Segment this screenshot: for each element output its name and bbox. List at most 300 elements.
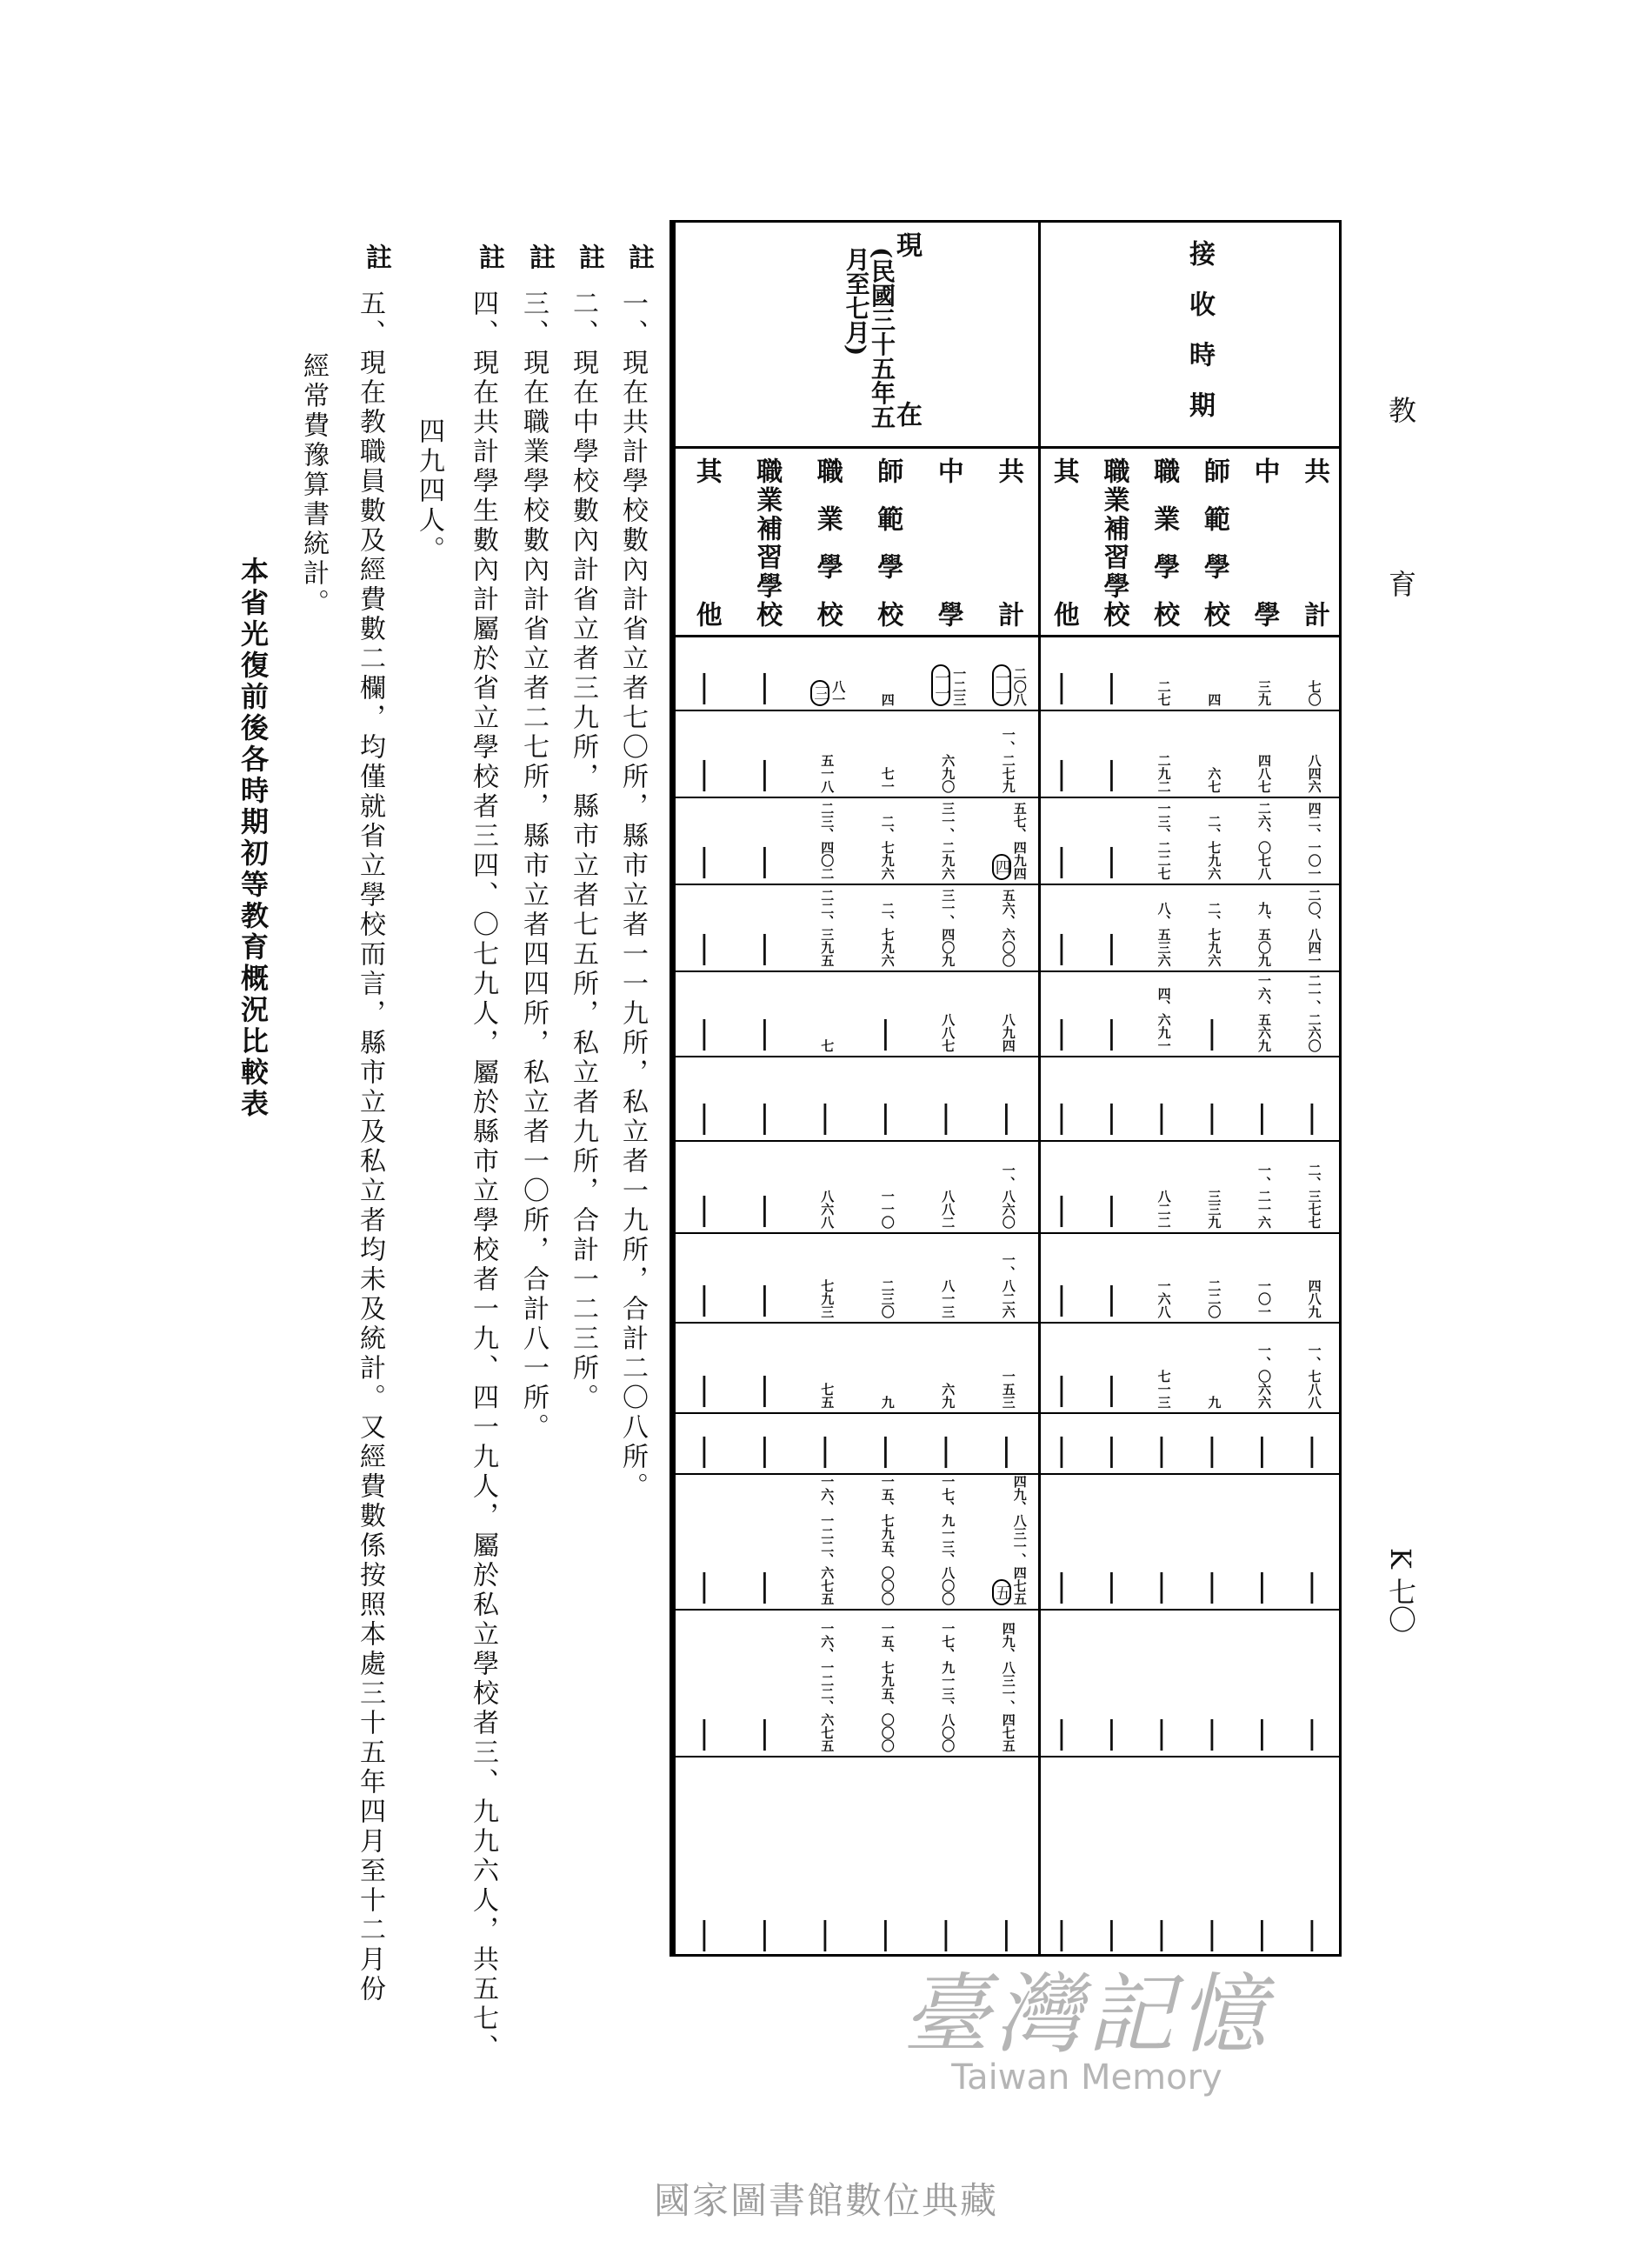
cell-value: 二、七九六 [879, 902, 896, 967]
table-half-current [676, 223, 1041, 1954]
cell-value: 一六、五六九 [1256, 974, 1272, 1052]
cell-vocational-supplementary [736, 1757, 797, 1957]
table-row [1038, 1611, 1339, 1757]
cell-value: 二三、四〇二 [819, 802, 836, 880]
table-row [1038, 1057, 1339, 1142]
section-header-char-2: 育 [1384, 570, 1417, 597]
cell-middle [917, 1414, 978, 1473]
cell-normal [857, 798, 918, 884]
cell-value: 一五、七九五、〇〇〇 [879, 1622, 896, 1752]
cell-middle [1239, 1324, 1289, 1412]
cell-normal [857, 711, 918, 797]
column-headers-current [676, 449, 1038, 637]
comparison-table [669, 220, 1342, 1957]
note-mark: 註 [524, 243, 555, 270]
cell-vocational-supplementary [736, 1234, 797, 1322]
empty-value-dash: — [1093, 1435, 1134, 1470]
cell-value: 一、二一六 [1256, 1164, 1272, 1229]
cell-value: 二〇、八四一 [1306, 889, 1322, 967]
watermark-en: Taiwan Memory [951, 2058, 1222, 2098]
cell-value: 二三〇 [879, 1279, 896, 1318]
group-label-current-period: (民國三十五年五月至七月) [842, 247, 896, 430]
cell-note-ref: 五 [992, 1579, 1011, 1605]
cell-value: 一六、一二二、六七五 [819, 1475, 836, 1605]
column-header-vocational-supplementary [1089, 449, 1139, 635]
table-row [676, 1324, 1038, 1414]
cell-total [1289, 1324, 1339, 1412]
cell-total [1289, 1142, 1339, 1232]
empty-value-dash: — [1243, 1717, 1284, 1752]
cell-vocational-supplementary [1089, 798, 1139, 884]
cell-other [676, 1757, 736, 1957]
empty-value-dash: — [1093, 758, 1134, 793]
cell-middle [917, 637, 978, 710]
cell-other [1038, 798, 1089, 884]
cell-vocational-supplementary [736, 637, 797, 710]
cell-other [676, 972, 736, 1056]
cell-other [676, 711, 736, 797]
cell-value: 三九 [1256, 680, 1272, 706]
cell-value: 一、七八八 [1306, 1344, 1322, 1409]
note-5-line: 五、現在教職員數及經費數二欄，均僅就省立學校而言，縣市立及私立者均未及統計。又經費數係按照本處三十五年四月至十二月份 [355, 290, 385, 2004]
empty-value-dash: — [1093, 1194, 1134, 1229]
empty-value-dash: — [927, 1102, 968, 1137]
cell-middle [1239, 711, 1289, 797]
cell-normal [1189, 1611, 1239, 1756]
table-row [1038, 798, 1339, 885]
cell-vocational-supplementary [736, 1611, 797, 1756]
cell-vocational [796, 1234, 857, 1322]
cell-vocational-supplementary [1089, 1475, 1139, 1609]
cell-vocational [1138, 1057, 1189, 1140]
empty-value-dash: — [1093, 1374, 1134, 1409]
empty-value-dash: — [1042, 1571, 1083, 1605]
cell-vocational-supplementary [736, 1142, 797, 1232]
cell-vocational-supplementary [1089, 711, 1139, 797]
empty-value-dash: — [1093, 1017, 1134, 1052]
column-header-normal [857, 449, 918, 635]
empty-value-dash: — [685, 671, 726, 706]
empty-value-dash: — [1093, 671, 1134, 706]
column-header-label: 中學 [1249, 457, 1280, 627]
cell-other [1038, 1057, 1089, 1140]
cell-value: 二一、二六〇 [1306, 974, 1322, 1052]
cell-value: 八九四 [1000, 1013, 1016, 1052]
cell-other [1038, 1757, 1089, 1957]
table-row [1038, 637, 1339, 711]
empty-value-dash: — [1143, 1571, 1184, 1605]
note-4-line: 四九四人。 [414, 417, 444, 565]
empty-value-dash: — [1093, 1102, 1134, 1137]
empty-value-dash: — [1093, 1717, 1134, 1752]
cell-middle [1239, 1234, 1289, 1322]
column-header-normal [1189, 449, 1239, 635]
cell-vocational [1138, 711, 1189, 797]
cell-value: 四 [879, 693, 896, 706]
cell-normal [1189, 1324, 1239, 1412]
empty-value-dash: — [685, 932, 726, 967]
empty-value-dash: — [685, 1374, 726, 1409]
cell-total [1289, 798, 1339, 884]
cell-vocational [796, 885, 857, 970]
cell-note-ref: 三 [810, 680, 829, 706]
cell-note-ref: 一一 [992, 664, 1011, 706]
cell-normal [857, 1234, 918, 1322]
empty-value-dash: — [1093, 1571, 1134, 1605]
empty-value-dash: — [1143, 1435, 1184, 1470]
group-label-received: 接收時期 [1184, 240, 1215, 442]
cell-value: 七五 [819, 1383, 836, 1409]
cell-vocational-supplementary [1089, 637, 1139, 710]
cell-other [1038, 1324, 1089, 1412]
empty-value-dash: — [746, 1571, 787, 1605]
cell-note-ref: 四 [992, 854, 1011, 880]
empty-value-dash: — [806, 1918, 847, 1953]
cell-middle [1239, 1757, 1289, 1957]
empty-value-dash: — [867, 1017, 908, 1052]
empty-value-dash: — [685, 1194, 726, 1229]
column-header-total [1289, 449, 1339, 635]
section-header-char-1: 教 [1384, 396, 1417, 424]
cell-vocational-supplementary [736, 1414, 797, 1473]
cell-vocational-supplementary [1089, 1234, 1139, 1322]
empty-value-dash: — [685, 1284, 726, 1318]
cell-normal [857, 637, 918, 710]
cell-value: 二、三七七 [1306, 1164, 1322, 1229]
column-header-label: 其他 [690, 457, 722, 627]
column-header-label: 其他 [1048, 457, 1079, 627]
cell-vocational-supplementary [736, 1475, 797, 1609]
cell-middle [917, 1234, 978, 1322]
cell-vocational [796, 972, 857, 1056]
cell-vocational [1138, 1757, 1189, 1957]
group-label-current-top: 現 [891, 231, 922, 257]
cell-normal [1189, 1234, 1239, 1322]
cell-value: 二六、〇七八 [1256, 802, 1272, 880]
cell-total [1289, 1234, 1339, 1322]
cell-total [978, 637, 1039, 710]
cell-vocational [796, 1324, 857, 1412]
column-header-label: 共計 [1299, 457, 1330, 627]
empty-value-dash: — [1042, 1102, 1083, 1137]
cell-other [1038, 885, 1089, 970]
cell-value: 三三九 [1206, 1190, 1222, 1229]
cell-vocational [796, 798, 857, 884]
cell-total [1289, 711, 1339, 797]
cell-value: 八一 [830, 680, 847, 706]
cell-other [676, 637, 736, 710]
table-row [676, 1757, 1038, 1957]
cell-value: 一三、二二七 [1156, 802, 1172, 880]
cell-value: 一六、一二二、六七五 [819, 1622, 836, 1752]
column-header-other [1038, 449, 1089, 635]
cell-middle [917, 972, 978, 1056]
cell-normal [1189, 637, 1239, 710]
cell-total [978, 711, 1039, 797]
column-header-vocational [796, 449, 857, 635]
cell-value: 二二〇 [1206, 1279, 1222, 1318]
cell-total [1289, 1611, 1339, 1756]
table-row [676, 972, 1038, 1057]
cell-vocational-supplementary [1089, 1324, 1139, 1412]
cell-total [1289, 1475, 1339, 1609]
cell-vocational-supplementary [736, 1324, 797, 1412]
empty-value-dash: — [927, 1918, 968, 1953]
empty-value-dash: — [685, 1102, 726, 1137]
empty-value-dash: — [1042, 1374, 1083, 1409]
cell-vocational [796, 637, 857, 710]
cell-middle [1239, 972, 1289, 1056]
empty-value-dash: — [806, 1102, 847, 1137]
column-header-label: 中學 [932, 457, 963, 627]
cell-value: 一一〇 [879, 1190, 896, 1229]
cell-other [1038, 1142, 1089, 1232]
empty-value-dash: — [988, 1102, 1029, 1137]
column-header-vocational-supplementary [736, 449, 797, 635]
cell-middle [1239, 885, 1289, 970]
cell-vocational [1138, 1475, 1189, 1609]
empty-value-dash: — [1093, 845, 1134, 880]
table-row [676, 798, 1038, 885]
cell-value: 六九 [940, 1383, 956, 1409]
cell-vocational [1138, 1414, 1189, 1473]
cell-value: 四、六九一 [1156, 987, 1172, 1052]
note-4-line: 四、現在共計學生數內計屬於省立學校者三四、〇七九人，屬於縣市立學校者一九、四一九人，屬於私立學校者三、九九六人，共五七、 [468, 290, 498, 2064]
table-row [676, 711, 1038, 798]
cell-total [1289, 637, 1339, 710]
watermark-cn: 臺灣記憶 [903, 1964, 1271, 2065]
table-row [676, 637, 1038, 711]
column-header-label: 師範學校 [1198, 457, 1229, 627]
cell-total [978, 885, 1039, 970]
empty-value-dash: — [1193, 1571, 1234, 1605]
cell-normal [1189, 1475, 1239, 1609]
empty-value-dash: — [1042, 845, 1083, 880]
cell-value: 一〇一 [1256, 1279, 1272, 1318]
empty-value-dash: — [1042, 932, 1083, 967]
empty-value-dash: — [1243, 1435, 1284, 1470]
cell-middle [1239, 1142, 1289, 1232]
cell-value: 八八二 [940, 1190, 956, 1229]
empty-value-dash: — [685, 1918, 726, 1953]
cell-middle [917, 798, 978, 884]
cell-other [1038, 637, 1089, 710]
cell-total [1289, 1414, 1339, 1473]
cell-normal [857, 1611, 918, 1756]
cell-vocational-supplementary [1089, 1414, 1139, 1473]
cell-vocational [1138, 972, 1189, 1056]
empty-value-dash: — [1042, 1717, 1083, 1752]
cell-normal [857, 1757, 918, 1957]
cell-other [676, 1057, 736, 1140]
cell-other [676, 885, 736, 970]
cell-other [676, 1234, 736, 1322]
empty-value-dash: — [685, 1571, 726, 1605]
cell-vocational [1138, 885, 1189, 970]
cell-total [1289, 1057, 1339, 1140]
cell-other [1038, 972, 1089, 1056]
cell-value: 三一、二九六 [940, 802, 956, 880]
cell-other [1038, 1611, 1089, 1756]
cell-value: 四 [1206, 693, 1222, 706]
cell-normal [1189, 885, 1239, 970]
table-row [1038, 885, 1339, 972]
empty-value-dash: — [1042, 1284, 1083, 1318]
cell-middle [1239, 1475, 1289, 1609]
cell-value: 一七、九一三、八〇〇 [940, 1475, 956, 1605]
cell-value: 二、七九六 [1206, 902, 1222, 967]
cell-vocational [796, 1057, 857, 1140]
cell-vocational-supplementary [1089, 1611, 1139, 1756]
cell-value: 四九、八三一、四七五 [1000, 1622, 1016, 1752]
cell-normal [857, 1142, 918, 1232]
empty-value-dash: — [1042, 1194, 1083, 1229]
empty-value-dash: — [746, 1284, 787, 1318]
column-header-label: 師範學校 [872, 457, 903, 627]
group-label-current-bottom: 在 [891, 401, 922, 427]
table-row [1038, 1142, 1339, 1234]
cell-normal [857, 1414, 918, 1473]
cell-value: 一、二七九 [1000, 728, 1016, 793]
table-row [676, 885, 1038, 972]
empty-value-dash: — [927, 1435, 968, 1470]
cell-value: 二、七九六 [879, 815, 896, 880]
cell-normal [1189, 798, 1239, 884]
note-mark: 註 [623, 243, 654, 270]
table-row [1038, 972, 1339, 1057]
cell-value: 二〇八 [1011, 667, 1028, 706]
cell-vocational-supplementary [736, 711, 797, 797]
empty-value-dash: — [685, 845, 726, 880]
cell-other [676, 1324, 736, 1412]
empty-value-dash: — [1193, 1102, 1234, 1137]
watermark-logo [861, 1964, 1313, 2115]
empty-value-dash: — [1093, 932, 1134, 967]
cell-total [978, 1414, 1039, 1473]
table-row [676, 1611, 1038, 1757]
empty-value-dash: — [1243, 1918, 1284, 1953]
empty-value-dash: — [806, 1435, 847, 1470]
cell-middle [917, 1142, 978, 1232]
note-5-line: 經常費豫算書統計。 [298, 352, 329, 618]
cell-vocational [796, 1142, 857, 1232]
note-mark: 註 [361, 243, 391, 270]
cell-value: 一五三 [1000, 1370, 1016, 1409]
cell-other [1038, 711, 1089, 797]
empty-value-dash: — [867, 1435, 908, 1470]
table-row [1038, 1757, 1339, 1957]
column-header-label: 職業補習學校 [1098, 457, 1129, 627]
cell-middle [917, 1324, 978, 1412]
cell-middle [1239, 1414, 1289, 1473]
empty-value-dash: — [1294, 1717, 1335, 1752]
cell-value: 九 [1206, 1396, 1222, 1409]
empty-value-dash: — [867, 1918, 908, 1953]
cell-value: 四八九 [1306, 1279, 1322, 1318]
empty-value-dash: — [685, 1717, 726, 1752]
table-row [676, 1057, 1038, 1142]
empty-value-dash: — [867, 1102, 908, 1137]
empty-value-dash: — [1042, 1017, 1083, 1052]
cell-value: 七一 [879, 767, 896, 793]
empty-value-dash: — [746, 845, 787, 880]
column-header-label: 職業學校 [811, 457, 843, 627]
cell-normal [1189, 1757, 1239, 1957]
cell-normal [1189, 711, 1239, 797]
empty-value-dash: — [746, 758, 787, 793]
cell-value: 七一三 [1156, 1370, 1172, 1409]
cell-total [1289, 972, 1339, 1056]
cell-value: 五七、四九四 [1011, 802, 1028, 880]
cell-other [676, 1611, 736, 1756]
table-row [1038, 1234, 1339, 1324]
cell-total [978, 798, 1039, 884]
cell-value: 二九二 [1156, 754, 1172, 793]
cell-total [978, 1757, 1039, 1957]
cell-middle [1239, 637, 1289, 710]
cell-middle [1239, 1057, 1289, 1140]
cell-value: 六七 [1206, 767, 1222, 793]
column-header-vocational [1138, 449, 1189, 635]
empty-value-dash: — [1042, 671, 1083, 706]
cell-value: 八八七 [940, 1013, 956, 1052]
cell-value: 一、八二六 [1000, 1253, 1016, 1318]
cell-normal [1189, 1057, 1239, 1140]
empty-value-dash: — [988, 1435, 1029, 1470]
cell-value: 二二、三九五 [819, 889, 836, 967]
empty-value-dash: — [685, 758, 726, 793]
cell-total [978, 1475, 1039, 1609]
empty-value-dash: — [1042, 758, 1083, 793]
cell-total [1289, 885, 1339, 970]
cell-other [1038, 1234, 1089, 1322]
cell-total [978, 1611, 1039, 1756]
column-header-middle [1239, 449, 1289, 635]
cell-vocational [1138, 1611, 1189, 1756]
empty-value-dash: — [746, 1017, 787, 1052]
cell-middle [917, 1757, 978, 1957]
cell-normal [857, 1324, 918, 1412]
cell-vocational-supplementary [1089, 1057, 1139, 1140]
empty-value-dash: — [746, 1194, 787, 1229]
cell-middle [917, 1057, 978, 1140]
cell-value: 九、五〇九 [1256, 902, 1272, 967]
empty-value-dash: — [1143, 1717, 1184, 1752]
cell-value: 六九〇 [940, 754, 956, 793]
cell-other [676, 1414, 736, 1473]
note-mark: 註 [574, 243, 604, 270]
cell-value: 四九、八三一、四七五 [1011, 1475, 1028, 1605]
cell-normal [1189, 1142, 1239, 1232]
column-header-label: 共計 [993, 457, 1024, 627]
archive-footer: 國家圖書館數位典藏 [653, 2179, 998, 2222]
cell-value: 一七、九一三、八〇〇 [940, 1622, 956, 1752]
column-header-label: 職業補習學校 [751, 457, 783, 627]
empty-value-dash: — [1042, 1918, 1083, 1953]
group-header-received [1038, 223, 1339, 449]
cell-vocational-supplementary [1089, 972, 1139, 1056]
cell-value: 二、七九六 [1206, 815, 1222, 880]
cell-vocational-supplementary [736, 1057, 797, 1140]
cell-middle [917, 1475, 978, 1609]
cell-value: 七九三 [819, 1279, 836, 1318]
page-number: K 七〇 [1384, 1548, 1417, 1634]
empty-value-dash: — [988, 1918, 1029, 1953]
empty-value-dash: — [746, 932, 787, 967]
cell-other [676, 1142, 736, 1232]
cell-vocational [796, 1414, 857, 1473]
table-row [676, 1142, 1038, 1234]
